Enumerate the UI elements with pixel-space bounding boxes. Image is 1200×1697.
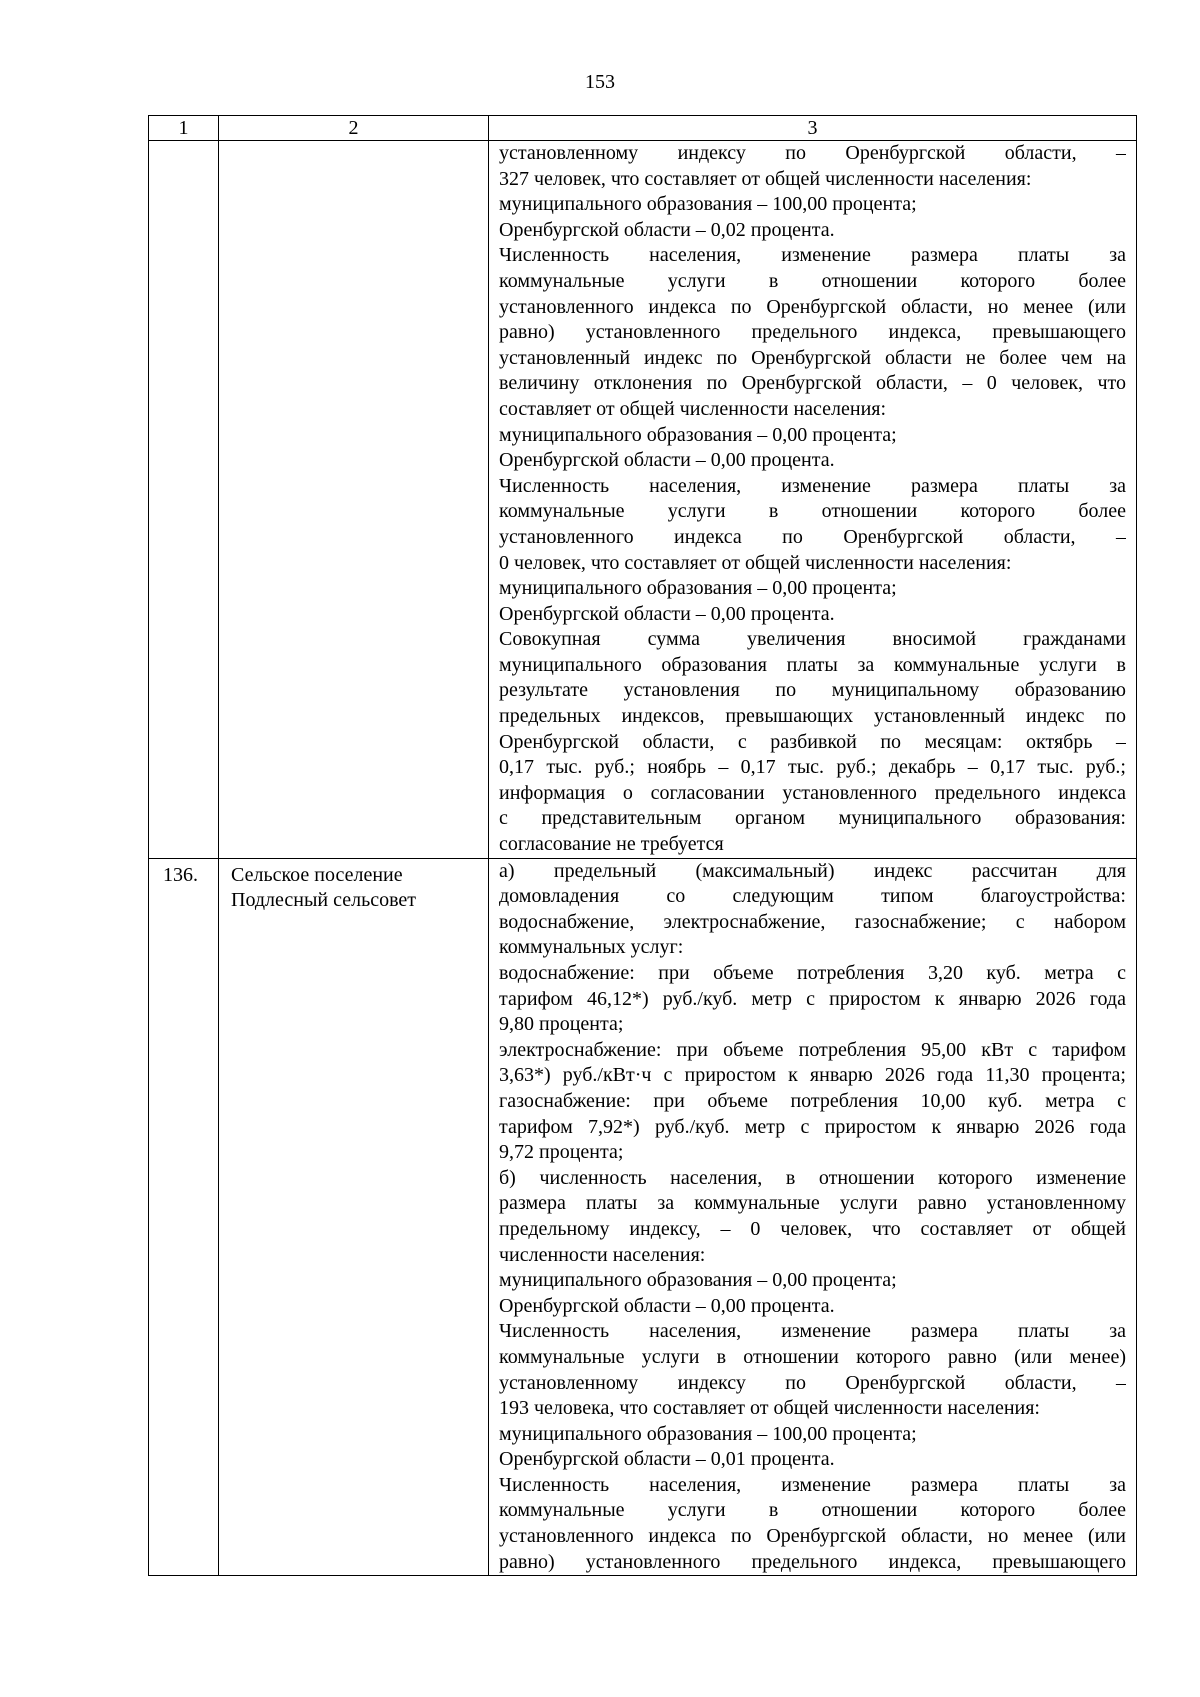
index-description-cell: [489, 858, 1137, 1576]
text-line: Оренбургской области – 0,00 процента.: [499, 449, 835, 472]
index-description-cell: [489, 141, 1137, 859]
municipality-name-line: Подлесный сельсовет: [231, 889, 417, 912]
text-line: результате установления по муниципальному образованию: [499, 679, 1126, 702]
text-line: 9,72 процента;: [499, 1141, 624, 1164]
text-line: 0 человек, что составляет от общей численности населения:: [499, 551, 1012, 574]
column-header-3: 3: [489, 116, 1137, 141]
table-header-row: [149, 116, 1137, 141]
text-line: Оренбургской области – 0,00 процента.: [499, 1294, 835, 1317]
text-line: 327 человек, что составляет от общей численности населения:: [499, 167, 1032, 190]
text-line: установленного индекса по Оренбургской области, –: [499, 525, 1126, 548]
text-line: Оренбургской области, с разбивкой по месяцам: октябрь –: [499, 730, 1126, 753]
text-line: Численность населения, изменение размера платы за: [499, 1320, 1126, 1343]
text-line: 193 человека, что составляет от общей численности населения:: [499, 1397, 1040, 1420]
page-number: 153: [585, 71, 615, 93]
text-line: Оренбургской области – 0,01 процента.: [499, 1448, 835, 1471]
text-line: Численность населения, изменение размера платы за: [499, 1473, 1126, 1496]
text-line: коммунальные услуги в отношении которого равно (или менее): [499, 1345, 1126, 1368]
text-line: Оренбургской области – 0,02 процента.: [499, 218, 835, 241]
text-line: домовладения со следующим типом благоустройства:: [499, 885, 1126, 908]
text-line: информация о согласовании установленного предельного индекса: [499, 781, 1126, 804]
text-line: установленному индексу по Оренбургской области, –: [499, 1371, 1126, 1394]
text-line: коммунальные услуги в отношении которого более: [499, 269, 1126, 292]
text-line: установленному индексу по Оренбургской области, –: [499, 142, 1126, 164]
text-line: Оренбургской области – 0,00 процента.: [499, 602, 835, 625]
text-line: согласование не требуется: [499, 833, 724, 856]
text-line: коммунальных услуг:: [499, 936, 684, 959]
text-line: предельному индексу, – 0 человек, что составляет от общей: [499, 1217, 1126, 1240]
text-line: 9,80 процента;: [499, 1013, 624, 1036]
text-line: тарифом 46,12*) руб./куб. метр с приростом к январю 2026 года: [499, 987, 1126, 1010]
text-line: величину отклонения по Оренбургской области, – 0 человек, что: [499, 372, 1126, 395]
text-line: предельных индексов, превышающих установленный индекс по: [499, 705, 1126, 728]
text-line: водоснабжение: при объеме потребления 3,20 куб. метра с: [499, 962, 1126, 984]
text-line: равно) установленного предельного индекса, превышающего: [499, 321, 1126, 344]
text-line: муниципального образования – 0,00 процента;: [499, 577, 897, 600]
text-line: муниципального образования – 0,00 процента;: [499, 1269, 897, 1292]
text-line: размера платы за коммунальные услуги равно установленному: [499, 1192, 1126, 1215]
text-line: б) численность населения, в отношении которого изменение: [499, 1166, 1126, 1189]
document-table: [148, 115, 1137, 1576]
table-row: [149, 141, 1137, 859]
text-line: установленного индекса по Оренбургской области, но менее (или: [499, 295, 1126, 318]
municipality-name-cell: [219, 858, 489, 1576]
row-number-cell: 136.: [149, 858, 219, 1576]
column-header-2: 2: [219, 116, 489, 141]
row-number-cell: [149, 141, 219, 859]
text-line: коммунальные услуги в отношении которого более: [499, 500, 1126, 523]
text-line: равно) установленного предельного индекса, превышающего: [499, 1550, 1126, 1573]
municipality-name-cell: [219, 141, 489, 859]
text-line: численности населения:: [499, 1243, 706, 1266]
municipality-name-line: Сельское поселение: [231, 863, 403, 886]
text-line: электроснабжение: при объеме потребления 95,00 кВт с тарифом: [499, 1038, 1126, 1061]
text-line: газоснабжение: при объеме потребления 10,00 куб. метра с: [499, 1089, 1126, 1112]
text-line: муниципального образования – 100,00 процента;: [499, 1422, 917, 1445]
text-line: водоснабжение, электроснабжение, газоснабжение; с набором: [499, 910, 1126, 933]
table-row: [149, 858, 1137, 1576]
text-line: с представительным органом муниципального образования:: [499, 807, 1126, 830]
text-line: 0,17 тыс. руб.; ноябрь – 0,17 тыс. руб.; декабрь – 0,17 тыс. руб.;: [499, 756, 1126, 779]
column-header-1: 1: [149, 116, 219, 141]
text-line: Совокупная сумма увеличения вносимой гражданами: [499, 628, 1126, 651]
text-line: Численность населения, изменение размера платы за: [499, 244, 1126, 267]
text-line: установленного индекса по Оренбургской области, но менее (или: [499, 1525, 1126, 1548]
text-line: тарифом 7,92*) руб./куб. метр с приростом к январю 2026 года: [499, 1115, 1126, 1138]
text-line: муниципального образования – 0,00 процента;: [499, 423, 897, 446]
text-line: установленный индекс по Оренбургской области не более чем на: [499, 346, 1126, 369]
text-line: коммунальные услуги в отношении которого более: [499, 1499, 1126, 1522]
text-line: составляет от общей численности населения:: [499, 397, 887, 420]
text-line: а) предельный (максимальный) индекс рассчитан для: [499, 859, 1126, 882]
text-line: муниципального образования – 100,00 процента;: [499, 193, 917, 216]
text-line: муниципального образования платы за коммунальные услуги в: [499, 653, 1126, 676]
text-line: 3,63*) руб./кВт·ч с приростом к январю 2026 года 11,30 процента;: [499, 1064, 1126, 1087]
text-line: Численность населения, изменение размера платы за: [499, 474, 1126, 497]
